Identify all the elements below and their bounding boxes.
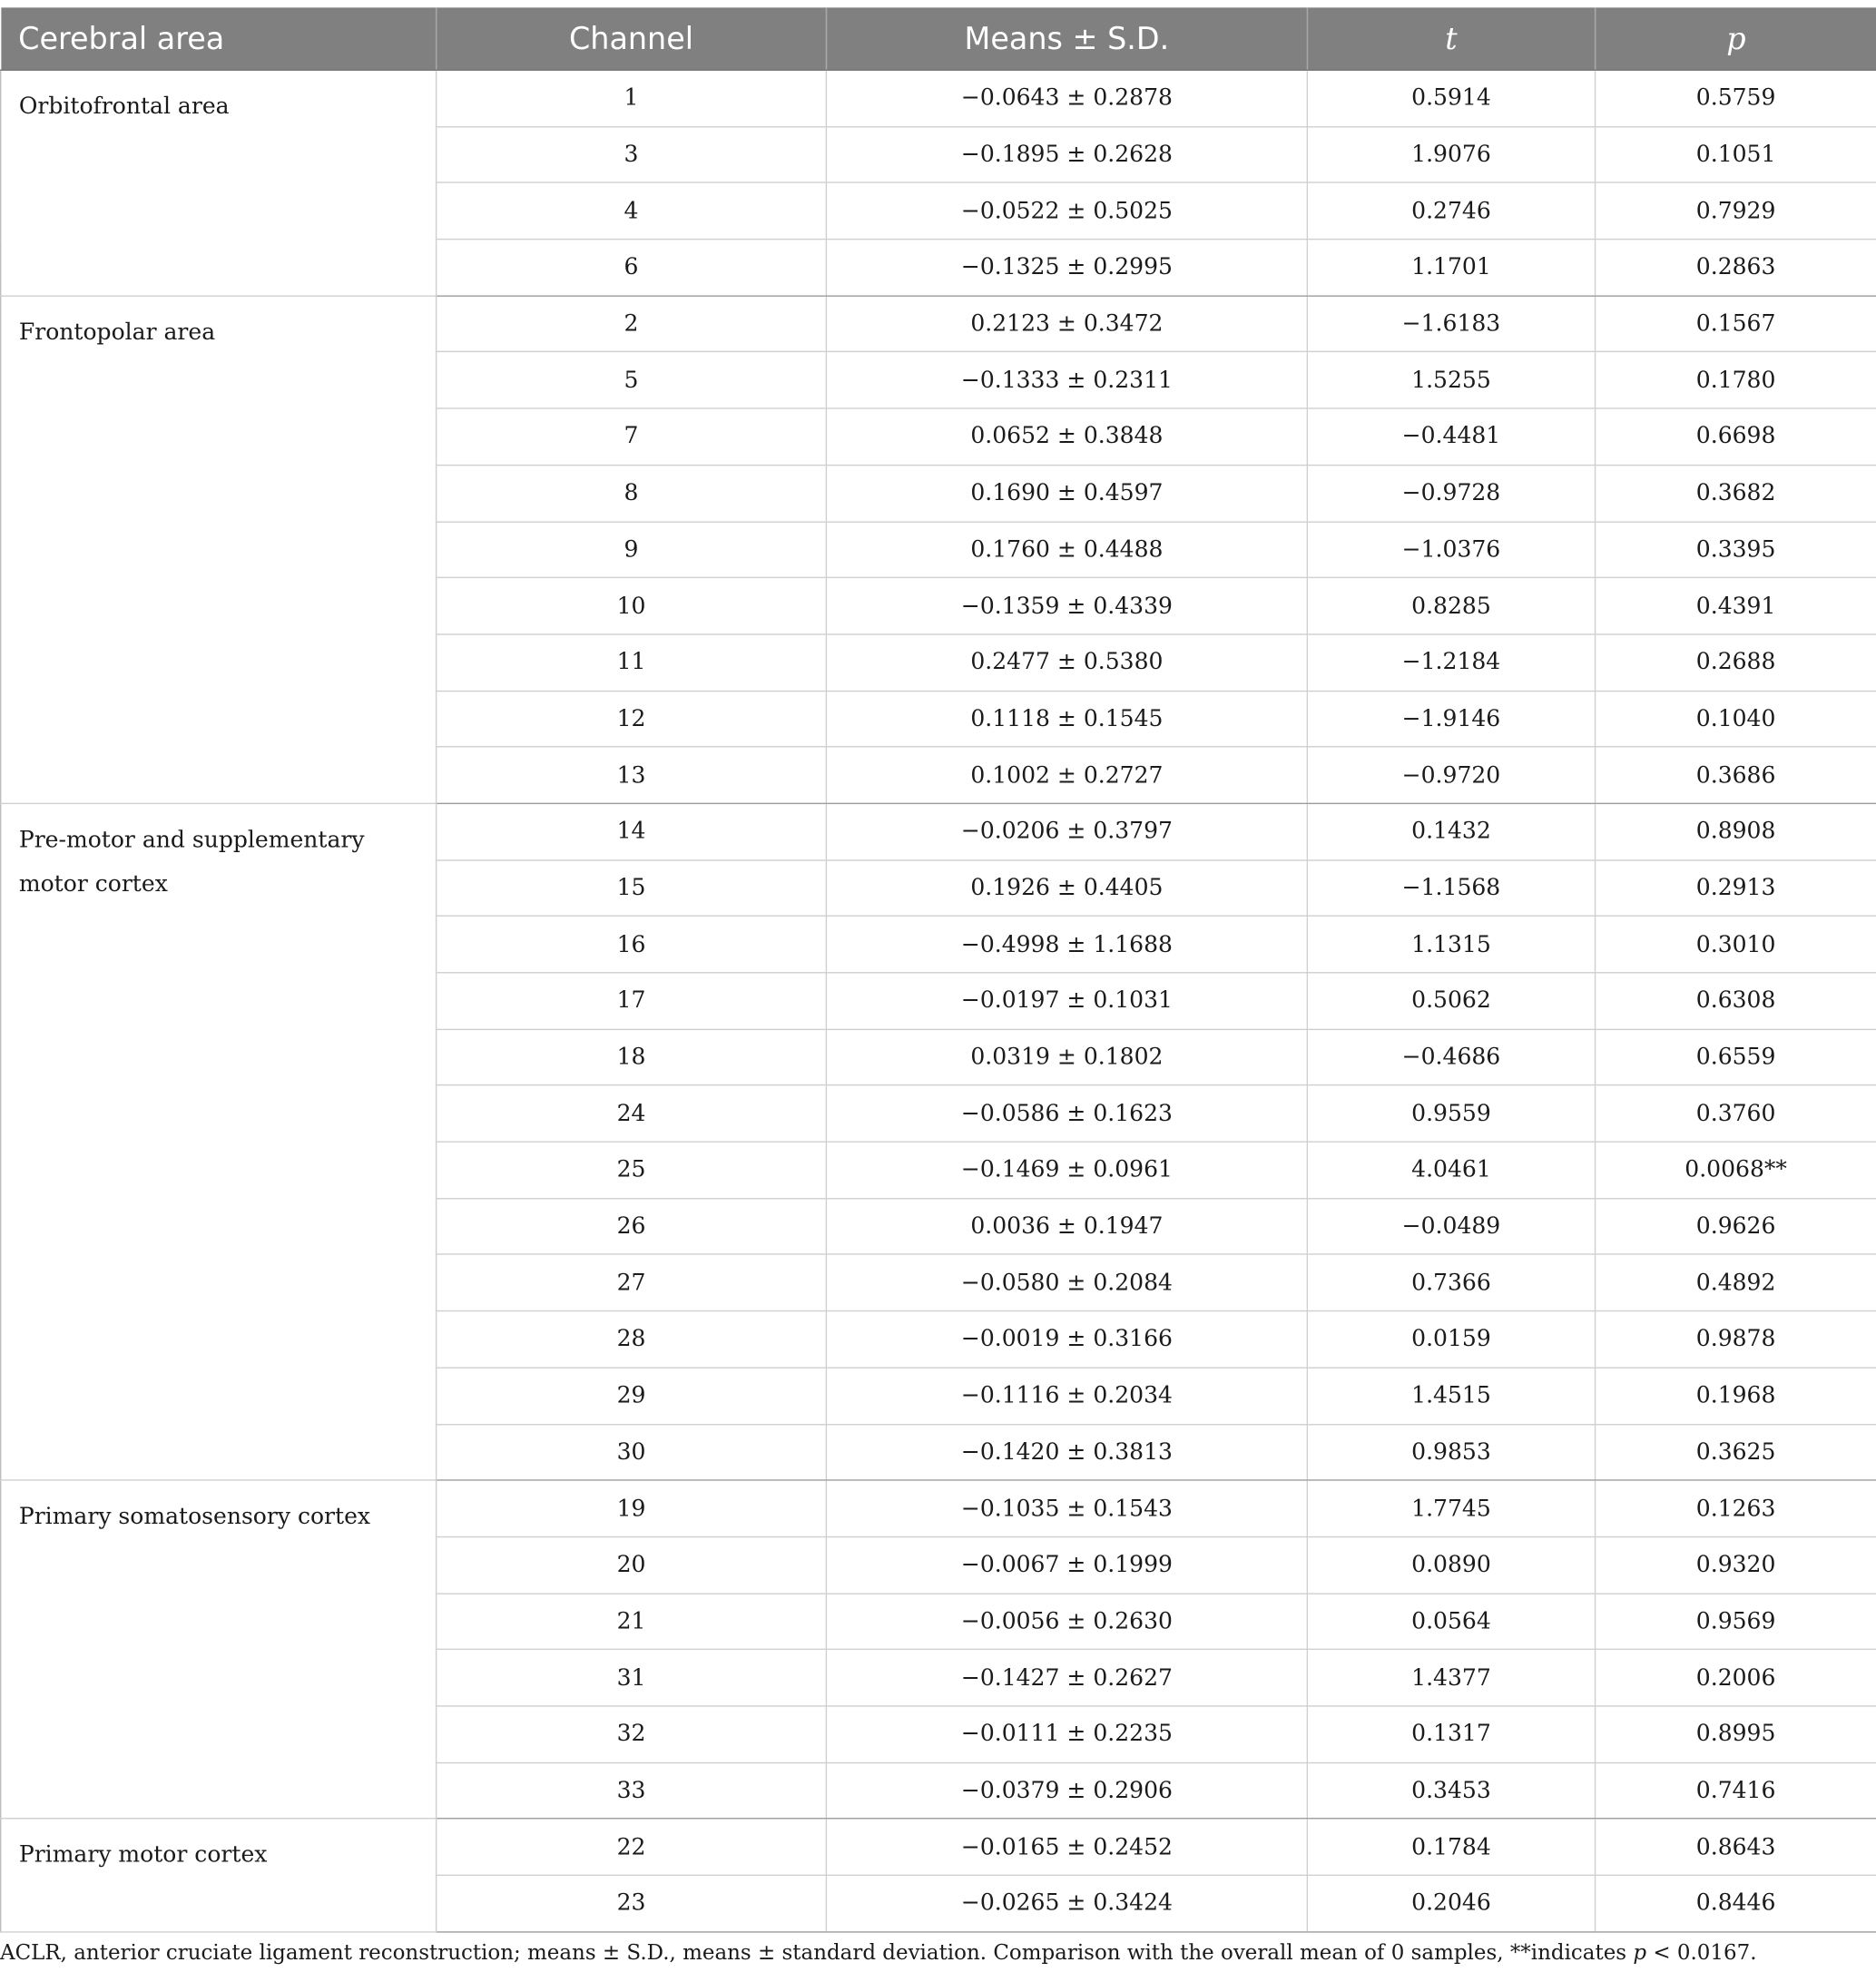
channel-cell: 5 — [437, 352, 827, 408]
header-means-sd: Means ± S.D. — [826, 7, 1307, 70]
t-value-cell: 1.5255 — [1307, 352, 1595, 408]
mean-sd-cell: −0.1035 ± 0.1543 — [826, 1480, 1307, 1536]
channel-cell: 29 — [437, 1368, 827, 1424]
mean-sd-cell: −0.0379 ± 0.2906 — [826, 1762, 1307, 1819]
p-value-cell: 0.7416 — [1596, 1762, 1876, 1819]
footnote-text: ACLR, anterior cruciate ligament reconstruction; means ± S.D., means ± standard deviation. Comparison with the overall mean of 0 samples, **indicates — [0, 1939, 1634, 1965]
t-value-cell: 0.9559 — [1307, 1085, 1595, 1142]
p-value-cell: 0.1040 — [1596, 691, 1876, 747]
channel-cell: 28 — [437, 1311, 827, 1368]
channel-cell: 22 — [437, 1819, 827, 1875]
mean-sd-cell: −0.0580 ± 0.2084 — [826, 1255, 1307, 1311]
mean-sd-cell: 0.1118 ± 0.1545 — [826, 691, 1307, 747]
channel-cell: 15 — [437, 859, 827, 916]
mean-sd-cell: −0.0056 ± 0.2630 — [826, 1594, 1307, 1650]
mean-sd-cell: −0.1333 ± 0.2311 — [826, 352, 1307, 408]
p-value-cell: 0.2913 — [1596, 859, 1876, 916]
p-value-cell: 0.6308 — [1596, 973, 1876, 1029]
cerebral-area-cell: Primary motor cortex — [1, 1819, 437, 1931]
p-value-cell: 0.3625 — [1596, 1424, 1876, 1480]
table-row — [1, 1819, 1876, 1875]
channel-cell: 23 — [437, 1875, 827, 1931]
mean-sd-cell: −0.1359 ± 0.4339 — [826, 578, 1307, 634]
header-channel: Channel — [437, 7, 827, 70]
p-value-cell: 0.2688 — [1596, 634, 1876, 691]
mean-sd-cell: 0.2477 ± 0.5380 — [826, 634, 1307, 691]
t-value-cell: −1.1568 — [1307, 859, 1595, 916]
channel-cell: 18 — [437, 1029, 827, 1085]
p-value-cell: 0.5759 — [1596, 70, 1876, 126]
t-value-cell: −0.4686 — [1307, 1029, 1595, 1085]
t-value-cell: −0.0489 — [1307, 1198, 1595, 1254]
table-footnote — [0, 1940, 1876, 1964]
channel-cell: 27 — [437, 1255, 827, 1311]
t-value-cell: 1.9076 — [1307, 126, 1595, 182]
t-value-cell: 0.5062 — [1307, 973, 1595, 1029]
header-t: t — [1307, 7, 1595, 70]
p-value-cell: 0.4391 — [1596, 578, 1876, 634]
p-value-cell: 0.3760 — [1596, 1085, 1876, 1142]
mean-sd-cell: −0.4998 ± 1.1688 — [826, 917, 1307, 973]
mean-sd-cell: −0.0197 ± 0.1031 — [826, 973, 1307, 1029]
channel-cell: 16 — [437, 917, 827, 973]
mean-sd-cell: −0.0265 ± 0.3424 — [826, 1875, 1307, 1931]
t-value-cell: 0.1432 — [1307, 803, 1595, 859]
mean-sd-cell: −0.0522 ± 0.5025 — [826, 183, 1307, 240]
cerebral-area-cell: Primary somatosensory cortex — [1, 1480, 437, 1819]
mean-sd-cell: 0.0036 ± 0.1947 — [826, 1198, 1307, 1254]
t-value-cell: 0.1784 — [1307, 1819, 1595, 1875]
t-value-cell: 0.3453 — [1307, 1762, 1595, 1819]
cerebral-area-cell: Pre-motor and supplementary motor cortex — [1, 803, 437, 1480]
p-value-cell: 0.1567 — [1596, 296, 1876, 352]
footnote-threshold: < 0.0167. — [1646, 1939, 1757, 1965]
channel-cell: 12 — [437, 691, 827, 747]
channel-cell: 10 — [437, 578, 827, 634]
p-value-cell: 0.3686 — [1596, 747, 1876, 803]
t-value-cell: −1.9146 — [1307, 691, 1595, 747]
t-value-cell: 0.8285 — [1307, 578, 1595, 634]
channel-cell: 32 — [437, 1706, 827, 1762]
channel-cell: 17 — [437, 973, 827, 1029]
channel-cell: 33 — [437, 1762, 827, 1819]
t-value-cell: 1.1315 — [1307, 917, 1595, 973]
p-value-cell: 0.1968 — [1596, 1368, 1876, 1424]
p-value-cell: 0.8446 — [1596, 1875, 1876, 1931]
channel-cell: 19 — [437, 1480, 827, 1536]
t-value-cell: −1.6183 — [1307, 296, 1595, 352]
cerebral-area-cell: Frontopolar area — [1, 296, 437, 803]
p-value-cell: 0.3395 — [1596, 521, 1876, 577]
channel-cell: 4 — [437, 183, 827, 240]
mean-sd-cell: −0.1325 ± 0.2995 — [826, 240, 1307, 296]
table-row — [1, 803, 1876, 859]
mean-sd-cell: 0.2123 ± 0.3472 — [826, 296, 1307, 352]
channel-cell: 24 — [437, 1085, 827, 1142]
p-value-cell: 0.9878 — [1596, 1311, 1876, 1368]
channel-cell: 25 — [437, 1142, 827, 1198]
mean-sd-cell: −0.0206 ± 0.3797 — [826, 803, 1307, 859]
p-value-cell: 0.9320 — [1596, 1536, 1876, 1593]
mean-sd-cell: −0.0165 ± 0.2452 — [826, 1819, 1307, 1875]
t-value-cell: −0.4481 — [1307, 408, 1595, 465]
p-value-cell: 0.4892 — [1596, 1255, 1876, 1311]
channel-cell: 31 — [437, 1650, 827, 1706]
channel-cell: 9 — [437, 521, 827, 577]
p-value-cell: 0.9626 — [1596, 1198, 1876, 1254]
p-value-cell: 0.6698 — [1596, 408, 1876, 465]
t-value-cell: −0.9728 — [1307, 465, 1595, 521]
cerebral-area-cell: Orbitofrontal area — [1, 70, 437, 296]
mean-sd-cell: 0.0319 ± 0.1802 — [826, 1029, 1307, 1085]
mean-sd-cell: −0.0643 ± 0.2878 — [826, 70, 1307, 126]
mean-sd-cell: 0.1002 ± 0.2727 — [826, 747, 1307, 803]
mean-sd-cell: −0.0067 ± 0.1999 — [826, 1536, 1307, 1593]
p-value-cell: 0.7929 — [1596, 183, 1876, 240]
t-value-cell: 1.7745 — [1307, 1480, 1595, 1536]
mean-sd-cell: −0.1469 ± 0.0961 — [826, 1142, 1307, 1198]
channel-cell: 30 — [437, 1424, 827, 1480]
mean-sd-cell: −0.1420 ± 0.3813 — [826, 1424, 1307, 1480]
mean-sd-cell: −0.1116 ± 0.2034 — [826, 1368, 1307, 1424]
p-value-cell: 0.2006 — [1596, 1650, 1876, 1706]
mean-sd-cell: −0.0019 ± 0.3166 — [826, 1311, 1307, 1368]
mean-sd-cell: 0.1760 ± 0.4488 — [826, 521, 1307, 577]
mean-sd-cell: −0.1427 ± 0.2627 — [826, 1650, 1307, 1706]
p-value-cell: 0.8908 — [1596, 803, 1876, 859]
mean-sd-cell: −0.0111 ± 0.2235 — [826, 1706, 1307, 1762]
table-header — [1, 7, 1876, 70]
t-value-cell: −1.0376 — [1307, 521, 1595, 577]
footnote-p-symbol: p — [1633, 1939, 1647, 1965]
mean-sd-cell: −0.0586 ± 0.1623 — [826, 1085, 1307, 1142]
channel-cell: 11 — [437, 634, 827, 691]
channel-cell: 13 — [437, 747, 827, 803]
p-value-cell: 0.3010 — [1596, 917, 1876, 973]
t-value-cell: 1.4515 — [1307, 1368, 1595, 1424]
p-value-cell: 0.8995 — [1596, 1706, 1876, 1762]
channel-cell: 26 — [437, 1198, 827, 1254]
channel-cell: 6 — [437, 240, 827, 296]
t-value-cell: 0.2746 — [1307, 183, 1595, 240]
p-value-cell: 0.1263 — [1596, 1480, 1876, 1536]
p-value-cell: 0.8643 — [1596, 1819, 1876, 1875]
channel-cell: 8 — [437, 465, 827, 521]
header-cerebral-area: Cerebral area — [1, 7, 437, 70]
results-table — [0, 7, 1876, 1932]
t-value-cell: 0.0890 — [1307, 1536, 1595, 1593]
mean-sd-cell: 0.0652 ± 0.3848 — [826, 408, 1307, 465]
mean-sd-cell: −0.1895 ± 0.2628 — [826, 126, 1307, 182]
p-value-cell: 0.1051 — [1596, 126, 1876, 182]
p-value-cell: 0.3682 — [1596, 465, 1876, 521]
t-value-cell: 0.2046 — [1307, 1875, 1595, 1931]
p-value-cell: 0.2863 — [1596, 240, 1876, 296]
channel-cell: 1 — [437, 70, 827, 126]
channel-cell: 20 — [437, 1536, 827, 1593]
t-value-cell: −1.2184 — [1307, 634, 1595, 691]
header-p: p — [1596, 7, 1876, 70]
t-value-cell: 0.0159 — [1307, 1311, 1595, 1368]
t-value-cell: −0.9720 — [1307, 747, 1595, 803]
channel-cell: 21 — [437, 1594, 827, 1650]
table-row — [1, 70, 1876, 126]
p-value-cell: 0.1780 — [1596, 352, 1876, 408]
t-value-cell: 1.4377 — [1307, 1650, 1595, 1706]
channel-cell: 7 — [437, 408, 827, 465]
t-value-cell: 0.0564 — [1307, 1594, 1595, 1650]
t-value-cell: 0.7366 — [1307, 1255, 1595, 1311]
t-value-cell: 1.1701 — [1307, 240, 1595, 296]
header-row — [1, 7, 1876, 70]
mean-sd-cell: 0.1690 ± 0.4597 — [826, 465, 1307, 521]
p-value-cell: 0.0068** — [1596, 1142, 1876, 1198]
t-value-cell: 4.0461 — [1307, 1142, 1595, 1198]
mean-sd-cell: 0.1926 ± 0.4405 — [826, 859, 1307, 916]
table-body — [1, 70, 1876, 1931]
t-value-cell: 0.1317 — [1307, 1706, 1595, 1762]
channel-cell: 2 — [437, 296, 827, 352]
table-row — [1, 1480, 1876, 1536]
channel-cell: 14 — [437, 803, 827, 859]
table-row — [1, 296, 1876, 352]
t-value-cell: 0.9853 — [1307, 1424, 1595, 1480]
p-value-cell: 0.6559 — [1596, 1029, 1876, 1085]
channel-cell: 3 — [437, 126, 827, 182]
t-value-cell: 0.5914 — [1307, 70, 1595, 126]
p-value-cell: 0.9569 — [1596, 1594, 1876, 1650]
